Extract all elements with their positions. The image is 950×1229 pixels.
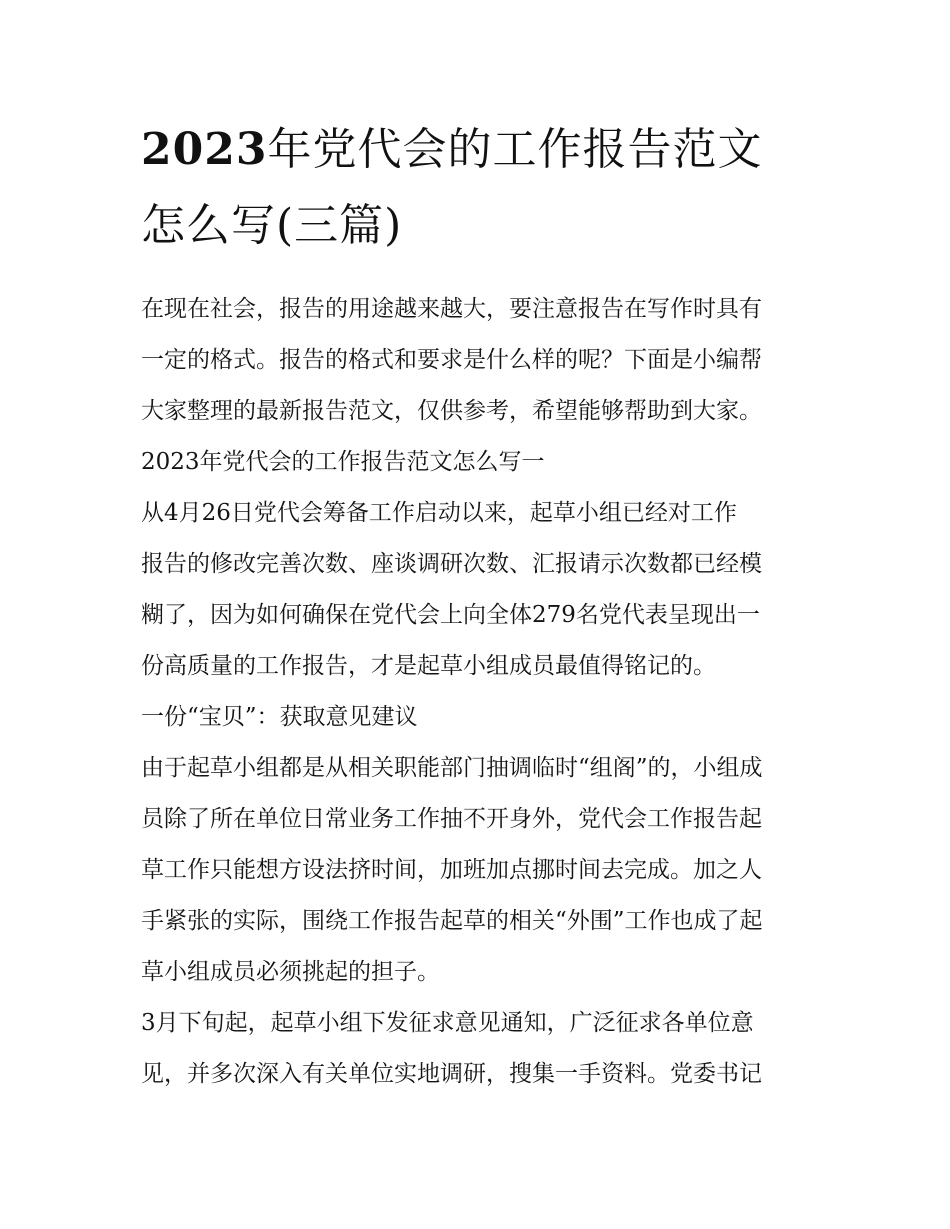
body-line: 份高质量的工作报告，才是起草小组成员最值得铭记的。 bbox=[141, 653, 716, 679]
document-title bbox=[141, 112, 813, 264]
section-heading: 2023年党代会的工作报告范文怎么写一 bbox=[141, 449, 545, 475]
title-year: 2023 bbox=[141, 124, 268, 175]
document-page bbox=[141, 112, 813, 1106]
body-line: 3月下旬起，起草小组下发征求意见通知，广泛征求各单位意 bbox=[141, 1010, 754, 1036]
body-line: 糊了，因为如何确保在党代会上向全体279名党代表呈现出一 bbox=[141, 602, 760, 628]
body-line: 大家整理的最新报告范文，仅供参考，希望能够帮助到大家。 bbox=[141, 398, 762, 424]
body-line: 从4月26日党代会筹备工作启动以来，起草小组已经对工作 bbox=[141, 500, 737, 526]
body-line: 草工作只能想方设法挤时间，加班加点挪时间去完成。加之人 bbox=[141, 857, 762, 883]
body-line: 草小组成员必须挑起的担子。 bbox=[141, 959, 440, 985]
subsection-heading: 一份“宝贝”：获取意见建议 bbox=[141, 704, 418, 730]
document-body bbox=[141, 290, 813, 1093]
body-line: 见，并多次深入有关单位实地调研，搜集一手资料。党委书记 bbox=[141, 1061, 762, 1087]
body-line: 由于起草小组都是从相关职能部门抽调临时“组阁”的，小组成 bbox=[141, 755, 763, 781]
title-line1-text: 年党代会的工作报告范文 bbox=[267, 124, 763, 175]
body-line: 一定的格式。报告的格式和要求是什么样的呢？下面是小编帮 bbox=[141, 347, 762, 373]
body-line: 手紧张的实际，围绕工作报告起草的相关“外围”工作也成了起 bbox=[141, 908, 763, 934]
title-line2-text: 怎么写(三篇) bbox=[141, 200, 403, 251]
body-line: 在现在社会，报告的用途越来越大，要注意报告在写作时具有 bbox=[141, 296, 762, 322]
body-line: 员除了所在单位日常业务工作抽不开身外，党代会工作报告起 bbox=[141, 806, 762, 832]
body-line: 报告的修改完善次数、座谈调研次数、汇报请示次数都已经模 bbox=[141, 551, 762, 577]
